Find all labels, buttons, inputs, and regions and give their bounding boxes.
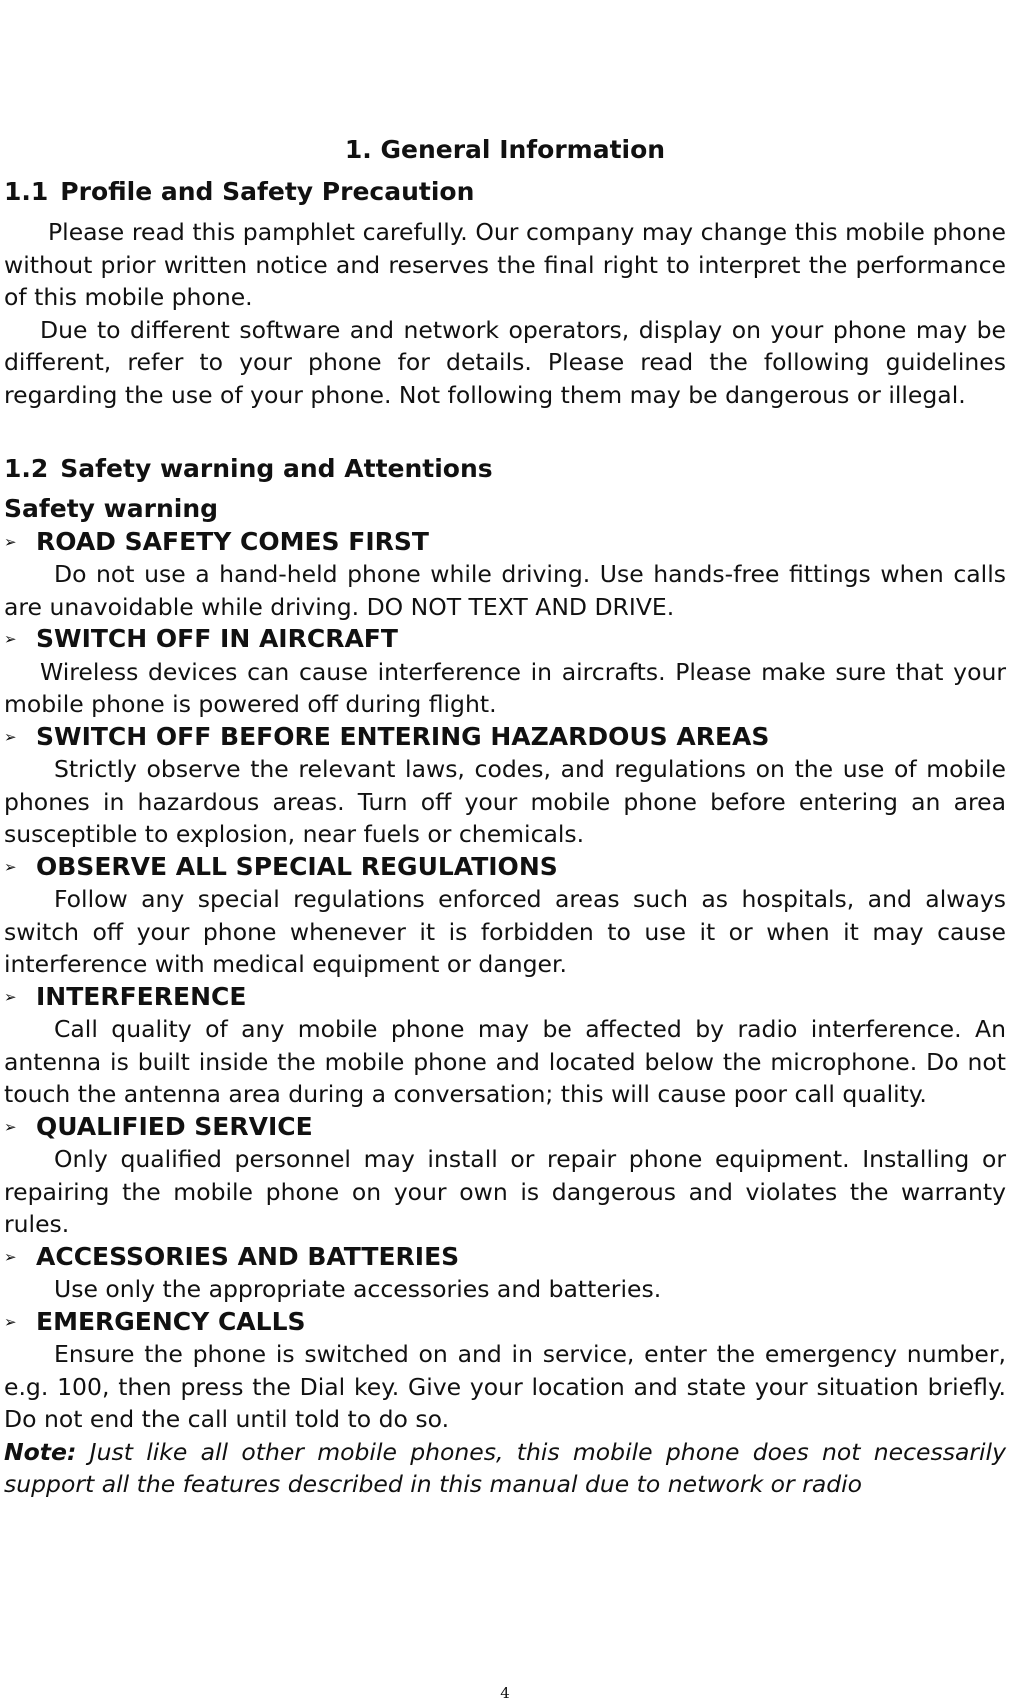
section-title-text: Safety warning and Attentions: [60, 454, 493, 483]
arrow-bullet-icon: ➢: [4, 727, 17, 746]
section-1-2-body: [4, 493, 1006, 1501]
paragraph: Due to different software and network operators, display on your phone may be different, refer to your phone for details. Please read the following guidelines regarding the use of your phone. Not following them may be dangerous or illegal.: [4, 315, 1006, 409]
bullet-body: Ensure the phone is switched on and in service, enter the emergency number, e.g. 100, then press the Dial key. Give your location and state your situation briefly. Do not end the call until told to do so.: [4, 1340, 1006, 1433]
bullet-body: Wireless devices can cause interference in aircrafts. Please make sure that your mobile phone is powered off during flight.: [4, 657, 1006, 718]
bullet-heading-text: QUALIFIED SERVICE: [36, 1111, 313, 1141]
paragraph: Please read this pamphlet carefully. Our company may change this mobile phone without prior written notice and reserves the final right to interpret the performance of this mobile phone.: [4, 218, 1006, 311]
bullet-heading-text: SWITCH OFF BEFORE ENTERING HAZARDOUS AREAS: [36, 721, 770, 751]
page-number: 4: [500, 1684, 510, 1702]
bullet-heading-text: ROAD SAFETY COMES FIRST: [36, 526, 429, 556]
bullet-heading: [4, 1241, 1006, 1274]
arrow-bullet-icon: ➢: [4, 987, 17, 1006]
bullet-body: Do not use a hand-held phone while driving. Use hands-free fittings when calls are unavoidable while driving. DO NOT TEXT AND DRIVE.: [4, 560, 1006, 621]
bullet-heading-text: SWITCH OFF IN AIRCRAFT: [36, 624, 398, 653]
section-number: 1.2: [4, 454, 49, 483]
bullet-heading-text: INTERFERENCE: [36, 981, 247, 1011]
bullet-body: Only qualified personnel may install or repair phone equipment. Installing or repairing the mobile phone on your own is dangerous and violates the warranty rules.: [4, 1145, 1006, 1238]
bullet-heading-text: OBSERVE ALL SPECIAL REGULATIONS: [36, 851, 558, 881]
section-1-1-body: [4, 216, 1006, 411]
subheading-safety-warning: Safety warning: [4, 494, 219, 523]
bullet-body: Follow any special regulations enforced areas such as hospitals, and always switch off your phone whenever it is forbidden to use it or when it may cause interference with medical equipment or danger.: [4, 885, 1006, 978]
bullet-heading: [4, 623, 1006, 656]
section-heading-1-2: [4, 453, 493, 485]
section-heading-1-1: [4, 176, 474, 208]
chapter-title: 1. General Information: [344, 135, 666, 164]
bullet-heading-text: ACCESSORIES AND BATTERIES: [36, 1241, 460, 1271]
bullet-body: Call quality of any mobile phone may be affected by radio interference. An antenna is built inside the mobile phone and located below the microphone. Do not touch the antenna area during a conversation; this will cause poor call quality.: [4, 1015, 1006, 1108]
section-number: 1.1: [4, 177, 49, 206]
document-page: [4, 0, 1006, 1702]
bullet-heading-text: EMERGENCY CALLS: [36, 1306, 306, 1336]
bullet-heading: [4, 721, 1006, 754]
bullet-heading: [4, 851, 1006, 884]
arrow-bullet-icon: ➢: [4, 1117, 17, 1136]
bullet-body: Use only the appropriate accessories and batteries.: [54, 1275, 662, 1303]
section-title-text: Profile and Safety Precaution: [60, 177, 475, 206]
note-paragraph: [4, 1436, 1006, 1501]
bullet-body: Strictly observe the relevant laws, codes, and regulations on the use of mobile phones in hazardous areas. Turn off your mobile phone before entering an area susceptible to explosion, near fuels or chemicals.: [4, 755, 1006, 848]
note-text: Just like all other mobile phones, this mobile phone does not necessarily support all the features described in this manual due to network or radio: [4, 1437, 1006, 1498]
bullet-heading: [4, 1306, 1006, 1339]
bullet-heading: [4, 981, 1006, 1014]
arrow-bullet-icon: ➢: [4, 532, 17, 551]
arrow-bullet-icon: ➢: [4, 1247, 17, 1266]
arrow-bullet-icon: ➢: [4, 857, 17, 876]
bullet-heading: [4, 1111, 1006, 1144]
bullet-heading: [4, 526, 1006, 559]
arrow-bullet-icon: ➢: [4, 630, 17, 648]
arrow-bullet-icon: ➢: [4, 1312, 17, 1331]
note-label: Note:: [4, 1437, 77, 1466]
